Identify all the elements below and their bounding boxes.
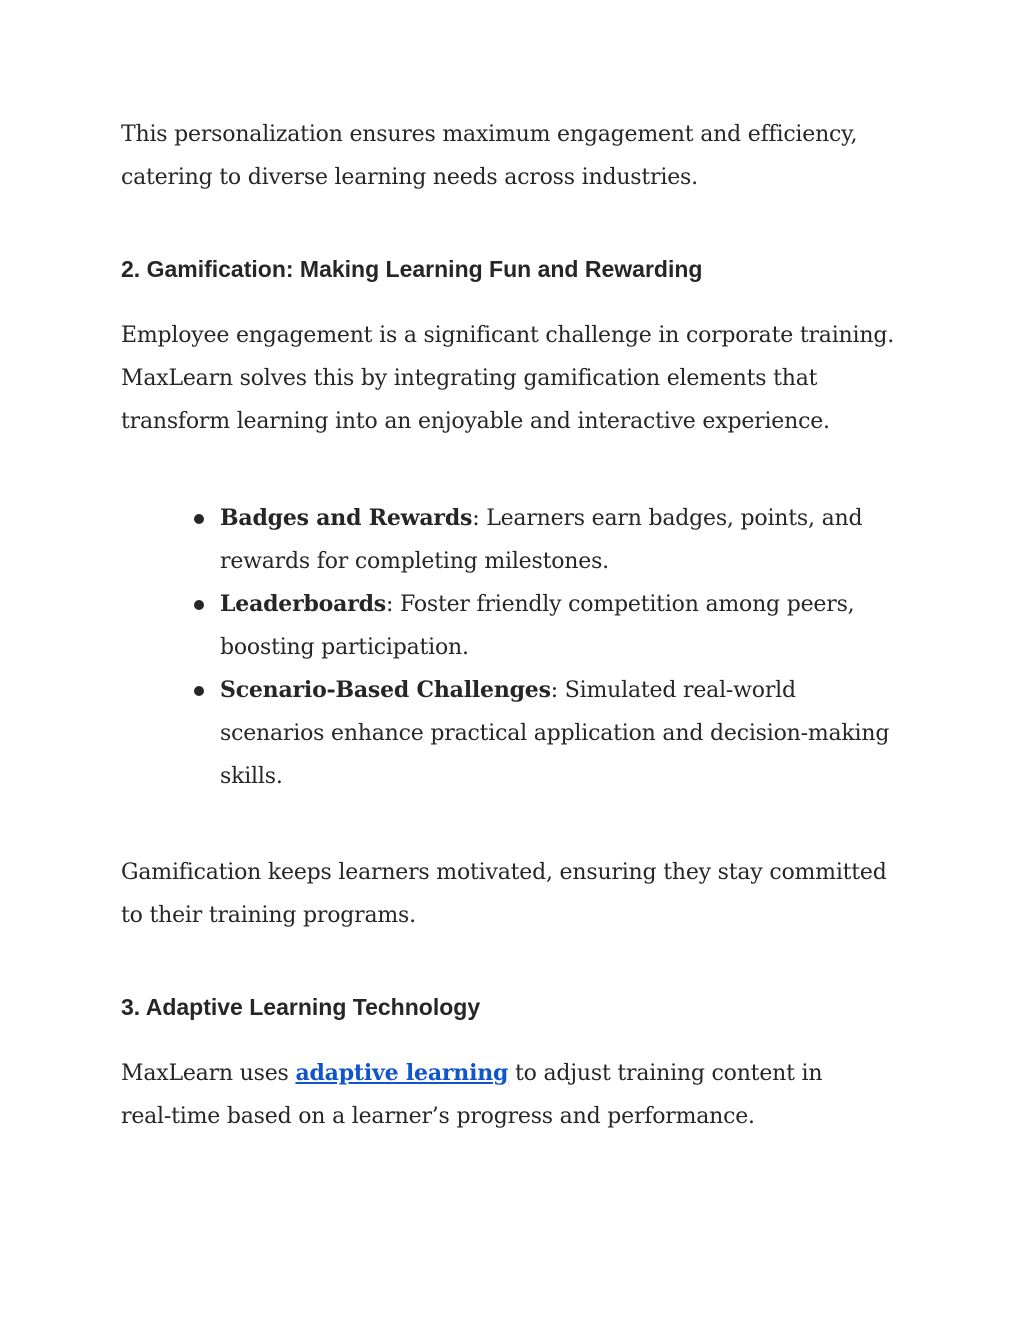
bullet-term: Leaderboards [220,591,386,617]
closing-line-1: Gamification keeps learners motivated, ensuring they stay committed [121,860,887,885]
section-2-heading: 2. Gamification: Making Learning Fun and Rewarding [121,256,703,282]
bullet-dot-icon [194,686,204,696]
section-3-line-2: real-time based on a learner’s progress and performance. [121,1104,755,1129]
list-item [121,583,911,669]
bullet-dot-icon [194,514,204,524]
bullet-dot-icon [194,600,204,610]
closing-line-2: to their training programs. [121,903,416,928]
section-3-paragraph [121,1052,911,1138]
intro-line-2: catering to diverse learning needs across industries. [121,165,698,190]
gamification-closing-paragraph [121,851,911,937]
section-2-line-2: MaxLearn solves this by integrating gamification elements that [121,366,818,391]
section-3-prefix: MaxLearn uses [121,1061,296,1086]
bullet-text: scenarios enhance practical application and decision-making [220,721,890,746]
bullet-text: : Foster friendly competition among peers, [385,592,855,617]
bullet-text: : Learners earn badges, points, and [472,506,863,531]
section-3-suffix: to adjust training content in [508,1061,823,1086]
bullet-text: rewards for completing milestones. [220,549,609,574]
bullet-text: : Simulated real-world [550,678,796,703]
bullet-text: skills. [220,764,283,789]
bullet-term: Scenario-Based Challenges [220,677,551,703]
adaptive-learning-link[interactable]: adaptive learning [295,1060,509,1086]
section-2-line-1: Employee engagement is a significant challenge in corporate training. [121,323,895,348]
list-item [121,497,911,583]
section-2-line-3: transform learning into an enjoyable and interactive experience. [121,409,830,434]
bullet-term: Badges and Rewards [220,505,473,531]
section-3-heading: 3. Adaptive Learning Technology [121,994,481,1020]
intro-paragraph [121,113,911,199]
section-2-paragraph [121,314,911,443]
gamification-bullet-list [121,497,911,798]
list-item [121,669,911,798]
bullet-text: boosting participation. [220,635,469,660]
intro-line-1: This personalization ensures maximum engagement and efficiency, [121,122,858,147]
